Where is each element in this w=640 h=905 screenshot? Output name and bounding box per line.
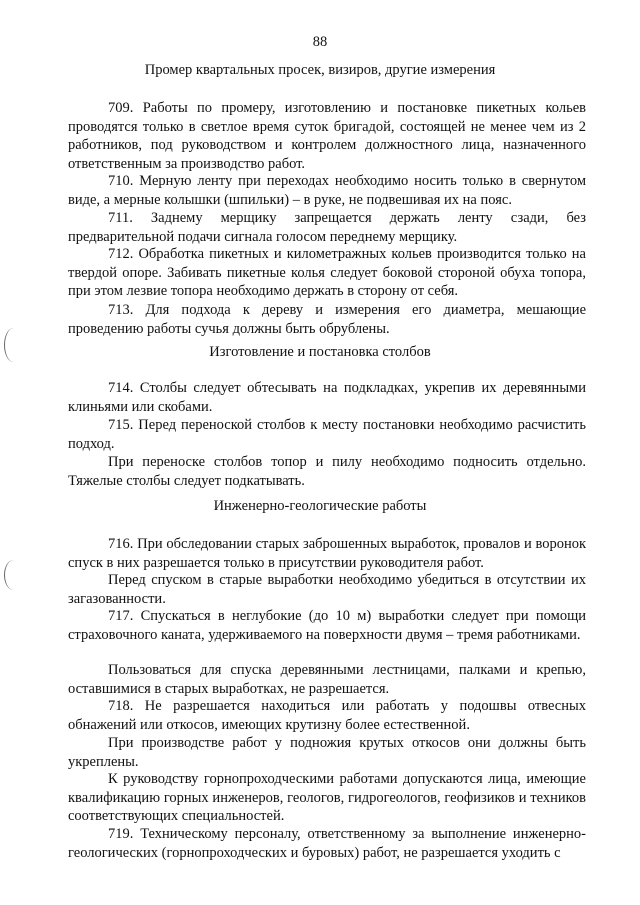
page-number: 88 (312, 34, 328, 50)
paragraph: При переноске столбов топор и пилу необходимо подносить отдельно. Тяжелые столбы следует подкатывать. (68, 454, 586, 489)
paragraph: 719. Техническому персоналу, ответственному за выполнение инженерно-геологических (горнопроходческих и буровых) работ, не разрешается уходить с (68, 826, 586, 861)
section-heading: Промер квартальных просек, визиров, другие измерения (144, 62, 496, 78)
paragraph: 709. Работы по промеру, изготовлению и постановке пикетных кольев проводятся только в светлое время суток бригадой, состоящей не менее чем из 2 работников, под руководством и контролем должностного лица, назначенного ответственным за производство работ. (68, 100, 586, 172)
paragraph: 715. Перед переноской столбов к месту постановки необходимо расчистить подход. (68, 417, 586, 452)
paragraph: К руководству горнопроходческими работами допускаются лица, имеющие квалификацию горных инженеров, геологов, гидрогеологов, геофизиков и техников соответствующих специальностей. (68, 771, 586, 825)
paragraph: При производстве работ у подножия крутых откосов они должны быть укреплены. (68, 735, 586, 770)
paragraph: 716. При обследовании старых заброшенных выработок, провалов и воронок спуск в них разрешается только в присутствии руководителя работ. (68, 536, 586, 571)
paragraph: 710. Мерную ленту при переходах необходимо носить только в свернутом виде, а мерные колышки (шпильки) – в руке, не подвешивая их на пояс. (68, 173, 586, 208)
scan-edge-mark (4, 560, 23, 590)
paragraph: 714. Столбы следует обтесывать на подкладках, укрепив их деревянными клиньями или скобами. (68, 380, 586, 415)
paragraph: Перед спуском в старые выработки необходимо убедиться в отсутствии их загазованности. (68, 572, 586, 607)
paragraph: Пользоваться для спуска деревянными лестницами, палками и крепью, оставшимися в старых выработках, не разрешается. (68, 662, 586, 697)
section-heading: Инженерно-геологические работы (213, 498, 427, 514)
paragraph: 718. Не разрешается находиться или работать у подошвы отвесных обнажений или откосов, имеющих крутизну более естественной. (68, 698, 586, 733)
paragraph: 712. Обработка пикетных и километражных кольев производится только на твердой опоре. Забивать пикетные колья следует боковой стороной обуха топора, при этом лезвие топора необходимо держать в сторону от себя. (68, 246, 586, 300)
paragraph: 711. Заднему мерщику запрещается держать ленту сзади, без предварительной подачи сигнала голосом переднему мерщику. (68, 210, 586, 245)
paragraph: 717. Спускаться в неглубокие (до 10 м) выработки следует при помощи страховочного каната, удерживаемого на поверхности двумя – тремя работниками. (68, 608, 586, 643)
paragraph: 713. Для подхода к дереву и измерения его диаметра, мешающие проведению работы сучья должны быть обрублены. (68, 302, 586, 337)
section-heading: Изготовление и постановка столбов (209, 344, 431, 360)
